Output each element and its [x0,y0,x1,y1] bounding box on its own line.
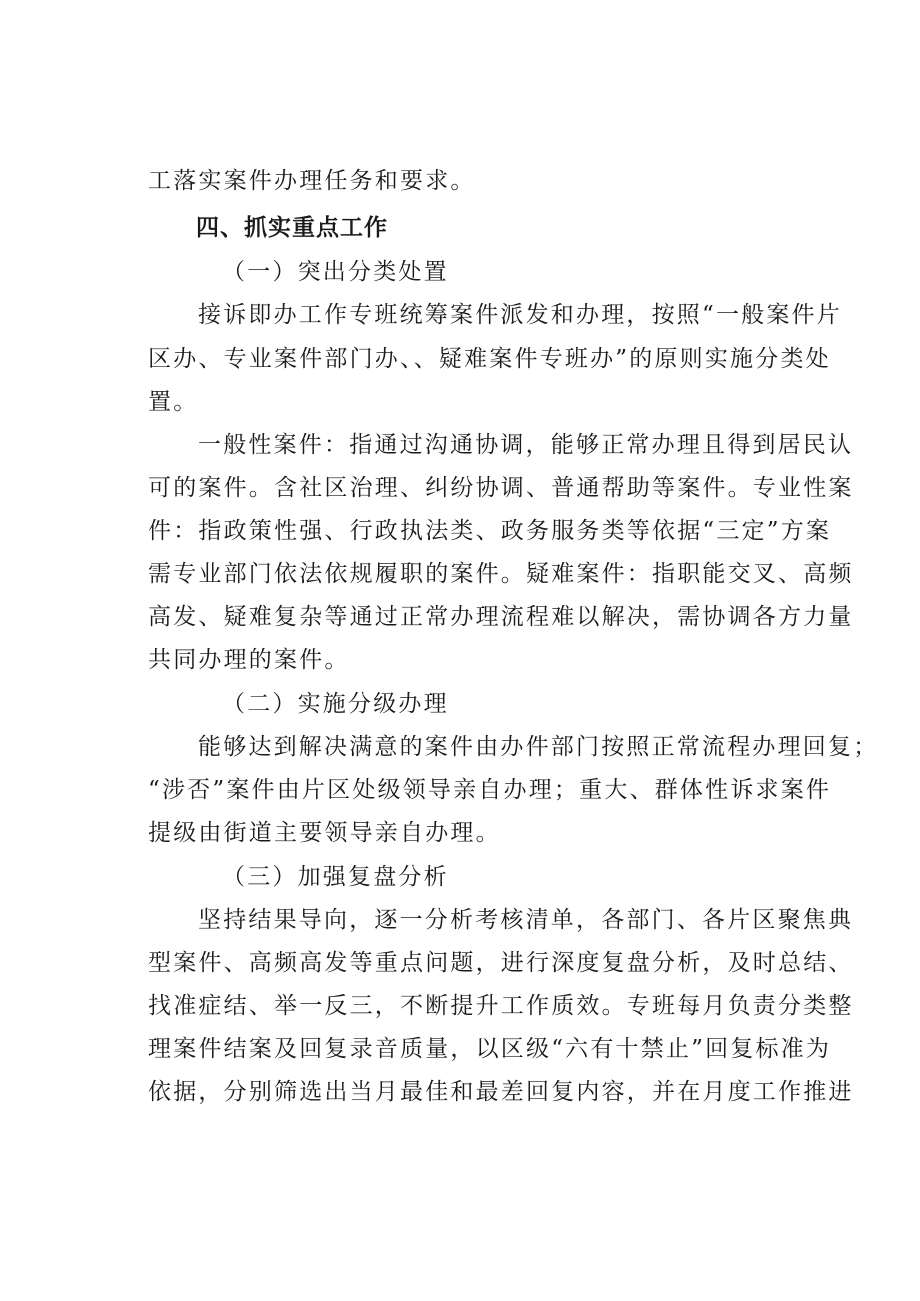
paragraph-line: 共同办理的案件。 [148,647,350,673]
paragraph-line: 找准症结、举一反三，不断提升工作质效。专班每月负责分类整 [148,993,854,1019]
paragraph-line: 提级由街道主要领导亲自办理。 [148,820,501,846]
paragraph-line: 区办、专业案件部门办、、疑难案件专班办”的原则实施分类处 [148,346,831,372]
paragraph-line: 一般性案件：指通过沟通协调，能够正常办理且得到居民认 [198,432,854,458]
paragraph-line: “涉否”案件由片区处级领导亲自办理；重大、群体性诉求案件 [148,777,832,803]
subheading-2: （二）实施分级办理 [222,691,449,717]
paragraph-line: 高发、疑难复杂等通过正常办理流程难以解决，需协调各方力量 [148,604,854,630]
subheading-1: （一）突出分类处置 [222,259,449,285]
paragraph-line: 置。 [148,389,199,415]
paragraph-line: 需专业部门依法依规履职的案件。疑难案件：指职能交叉、高频 [148,561,854,587]
paragraph-line: 型案件、高频高发等重点问题，进行深度复盘分析，及时总结、 [148,950,854,976]
paragraph-line: 坚持结果导向，逐一分析考核清单，各部门、各片区聚焦典 [198,907,854,933]
subheading-3: （三）加强复盘分析 [222,864,449,890]
section-heading: 四、抓实重点工作 [196,215,388,241]
paragraph-line: 依据，分别筛选出当月最佳和最差回复内容，并在月度工作推进 [148,1079,854,1105]
paragraph-line: 件：指政策性强、行政执法类、政务服务类等依据“三定”方案 [148,518,832,544]
paragraph-line: 接诉即办工作专班统筹案件派发和办理，按照“一般案件片 [198,302,842,328]
paragraph-line: 可的案件。含社区治理、纠纷协调、普通帮助等案件。专业性案 [148,475,854,501]
paragraph-continuation: 工落实案件办理任务和要求。 [148,168,476,194]
paragraph-line: 能够达到解决满意的案件由办件部门按照正常流程办理回复； [198,734,879,760]
paragraph-line: 理案件结案及回复录音质量，以区级“六有十禁止”回复标准为 [148,1036,832,1062]
